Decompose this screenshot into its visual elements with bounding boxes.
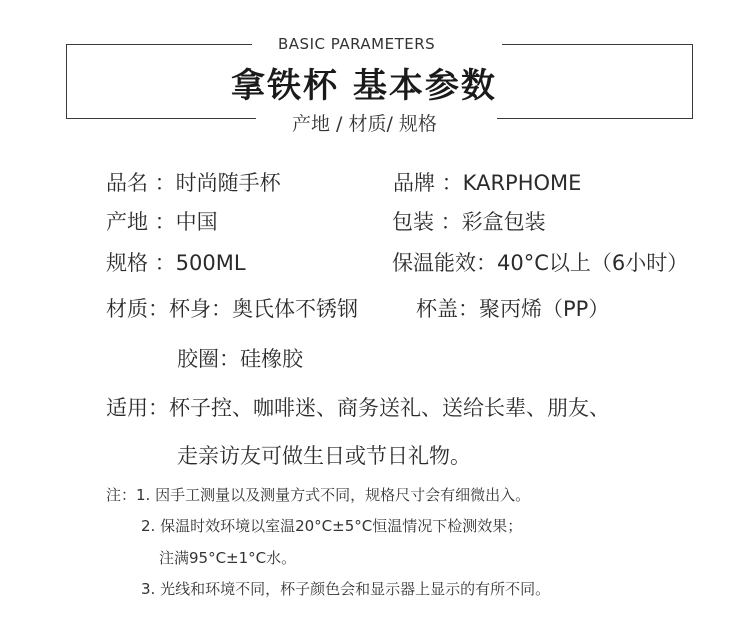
frame-top-left [66,44,252,45]
subtitle-en: BASIC PARAMETERS [278,35,436,53]
spec-usage-line1: 适用：杯子控、咖啡迷、商务送礼、送给长辈、朋友、 [106,396,610,420]
frame-right [692,44,693,119]
subtitle-zh: 产地 / 材质/ 规格 [292,113,437,135]
spec-brand: 品牌 ：KARPHOME [393,171,582,195]
note-line4: 3. 光线和环境不同，杯子颜色会和显示器上显示的有所不同。 [141,580,551,598]
spec-name: 品名 ：时尚随手杯 [106,171,281,195]
note-line3: 注满95°C±1°C水。 [159,549,297,567]
page-title: 拿铁杯 基本参数 [231,66,497,106]
frame-top-right [502,44,693,45]
note-line1: 注：1. 因手工测量以及测量方式不同，规格尺寸会有细微出入。 [106,486,531,504]
spec-insulation: 保温能效：40°C以上（6小时） [392,251,689,275]
note-line2: 2. 保温时效环境以室温20°C±5°C恒温情况下检测效果； [141,517,523,535]
spec-material-seal: 胶圈：硅橡胶 [177,347,303,371]
spec-packaging: 包装 ：彩盒包装 [392,210,546,234]
frame-left [66,44,67,119]
spec-material-body: 材质：杯身：奥氏体不锈钢 [106,297,358,321]
frame-bottom-right [497,118,693,119]
frame-bottom-left [66,118,256,119]
spec-origin: 产地 ：中国 [106,210,218,234]
spec-size: 规格 ：500ML [106,251,246,275]
spec-material-lid: 杯盖：聚丙烯（PP） [416,297,610,321]
spec-usage-line2: 走亲访友可做生日或节日礼物。 [177,444,471,468]
